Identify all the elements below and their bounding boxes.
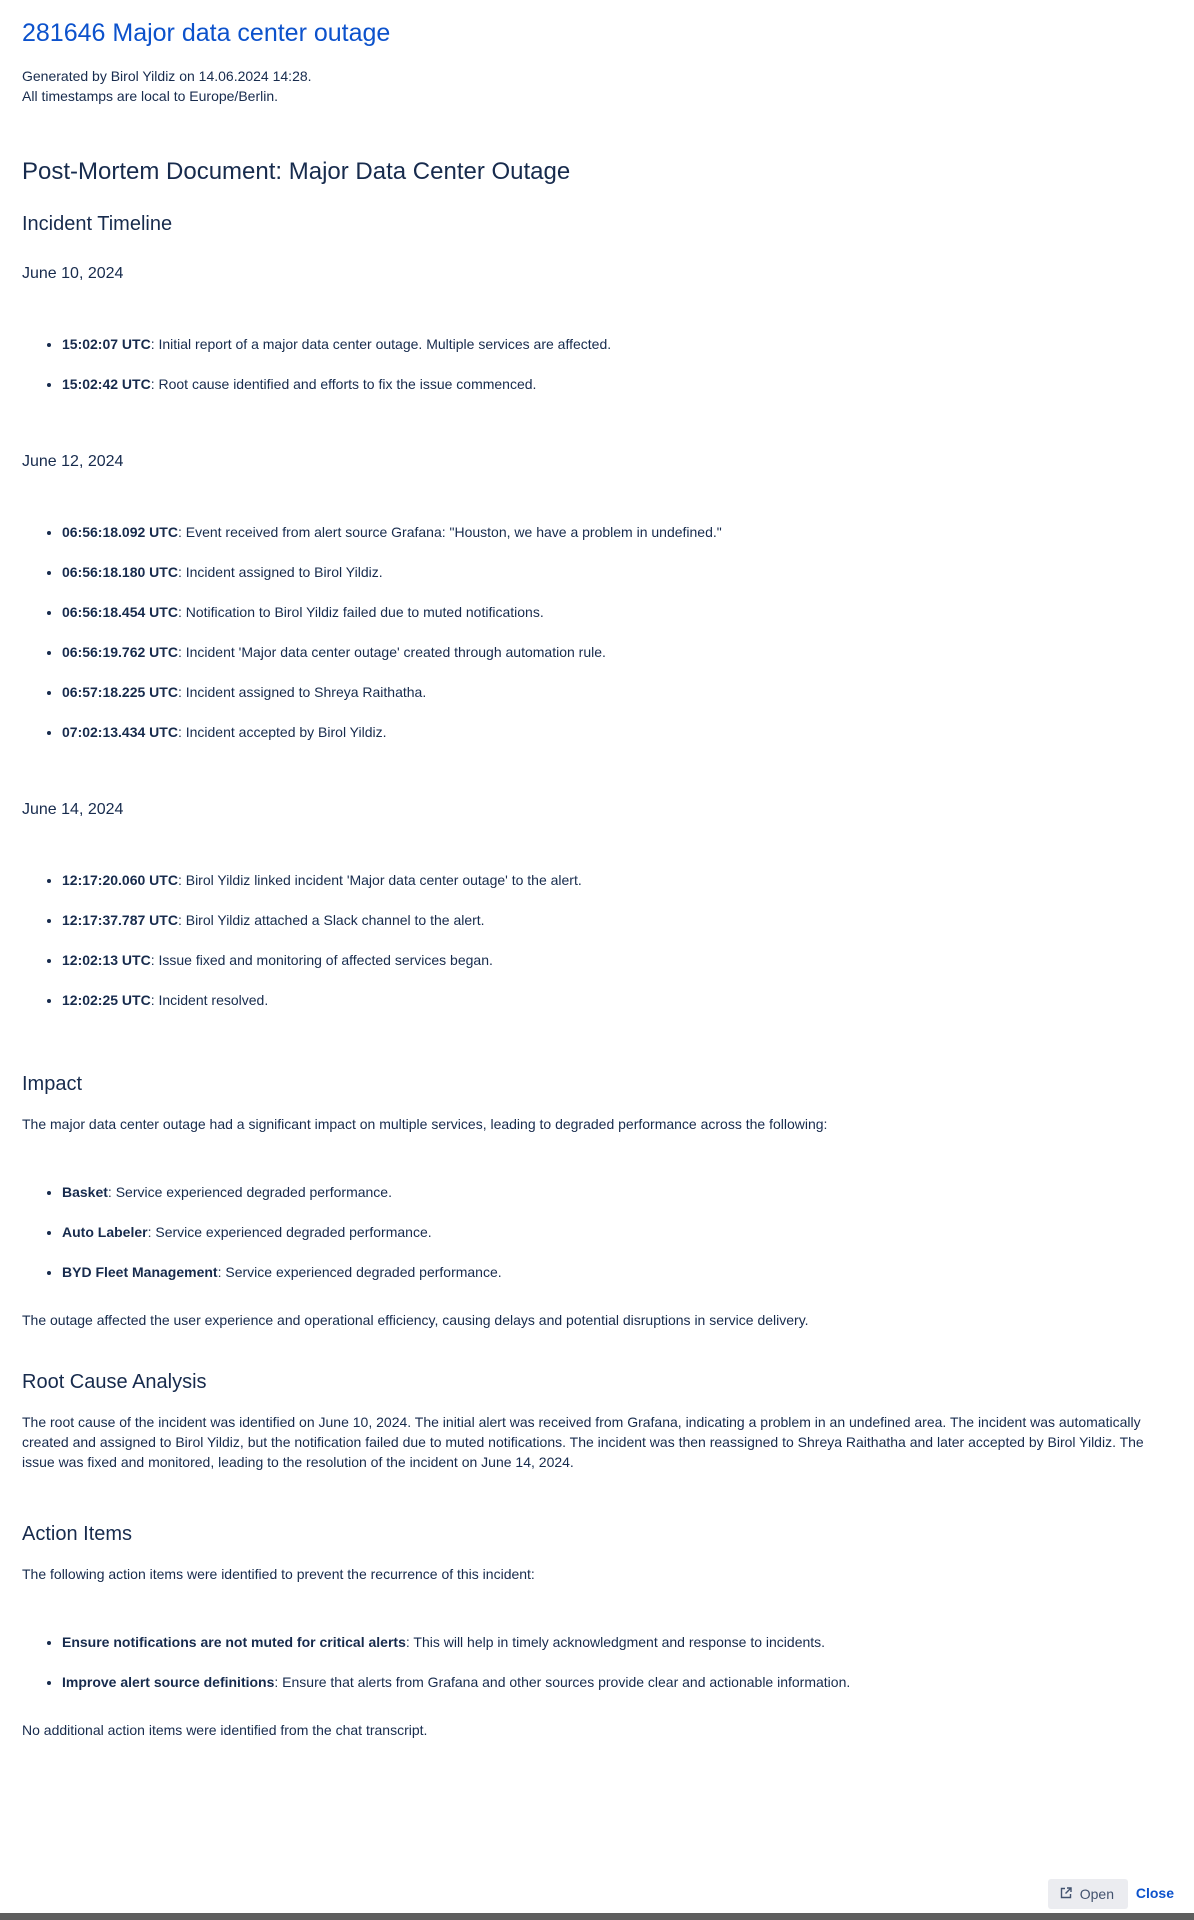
action-item-text: : This will help in timely acknowledgment and response to incidents. — [405, 1634, 826, 1650]
service-text: : Service experienced degraded performance. — [217, 1264, 502, 1280]
timeline-event — [62, 990, 1172, 1010]
timeline-event — [62, 722, 1172, 742]
timeline-event — [62, 642, 1172, 662]
timeline-list — [22, 870, 1172, 1010]
page-title: 281646 Major data center outage — [22, 19, 391, 47]
service-name: Basket — [62, 1184, 108, 1200]
event-text: : Incident accepted by Birol Yildiz. — [177, 724, 387, 740]
impacted-service — [62, 1222, 1172, 1242]
timeline-list — [22, 522, 1172, 742]
timeline-date: June 14, 2024 — [22, 801, 124, 818]
event-time: 06:56:18.454 UTC — [62, 604, 178, 620]
action-items-intro: The following action items were identified to prevent the recurrence of this incident: — [22, 1566, 535, 1582]
event-text: : Notification to Birol Yildiz failed due to muted notifications. — [177, 604, 544, 620]
event-text: : Incident assigned to Birol Yildiz. — [177, 564, 383, 580]
event-text: : Issue fixed and monitoring of affected services began. — [150, 952, 493, 968]
event-time: 07:02:13.434 UTC — [62, 724, 178, 740]
impacted-service — [62, 1262, 1172, 1282]
event-time: 15:02:07 UTC — [62, 336, 151, 352]
event-text: : Root cause identified and efforts to fix the issue commenced. — [150, 376, 537, 392]
event-time: 12:02:13 UTC — [62, 952, 151, 968]
event-time: 06:56:18.180 UTC — [62, 564, 178, 580]
action-items-outro: No additional action items were identified from the chat transcript. — [22, 1722, 428, 1738]
timeline-event — [62, 950, 1172, 970]
timeline-event — [62, 522, 1172, 542]
action-item — [62, 1672, 1172, 1692]
timeline-event — [62, 562, 1172, 582]
impact-outro: The outage affected the user experience and operational efficiency, causing delays and potential disruptions in service delivery. — [22, 1312, 809, 1328]
event-text: : Incident 'Major data center outage' created through automation rule. — [177, 644, 606, 660]
open-label: Open — [1079, 1886, 1114, 1902]
timeline-event — [62, 682, 1172, 702]
event-time: 06:57:18.225 UTC — [62, 684, 178, 700]
event-text: : Incident resolved. — [150, 992, 269, 1008]
service-text: : Service experienced degraded performance. — [107, 1184, 392, 1200]
impacted-service — [62, 1182, 1172, 1202]
action-items-list — [22, 1632, 1172, 1692]
action-items-heading: Action Items — [22, 1523, 133, 1545]
document-heading: Post-Mortem Document: Major Data Center Outage — [22, 158, 571, 185]
event-time: 12:02:25 UTC — [62, 992, 151, 1008]
event-time: 12:17:37.787 UTC — [62, 912, 178, 928]
impact-intro: The major data center outage had a significant impact on multiple services, leading to degraded performance across the following: — [22, 1116, 828, 1132]
close-button[interactable]: Close — [1135, 1885, 1174, 1901]
timeline-event — [62, 334, 1172, 354]
bottom-edge — [0, 1913, 1194, 1920]
timeline-date: June 12, 2024 — [22, 453, 124, 470]
timeline-event — [62, 910, 1172, 930]
event-time: 15:02:42 UTC — [62, 376, 151, 392]
impacted-services-list — [22, 1182, 1172, 1282]
rca-heading: Root Cause Analysis — [22, 1371, 207, 1393]
action-item-title: Ensure notifications are not muted for critical alerts — [62, 1634, 406, 1650]
service-text: : Service experienced degraded performance. — [147, 1224, 432, 1240]
generated-by: Generated by Birol Yildiz on 14.06.2024 14:28. — [22, 68, 312, 84]
timeline-event — [62, 870, 1172, 890]
timeline-list — [22, 334, 1172, 394]
service-name: Auto Labeler — [62, 1224, 148, 1240]
event-time: 12:17:20.060 UTC — [62, 872, 178, 888]
timezone-note: All timestamps are local to Europe/Berlin. — [22, 88, 278, 104]
service-name: BYD Fleet Management — [62, 1264, 218, 1280]
document-meta — [22, 66, 1172, 106]
event-text: : Incident assigned to Shreya Raithatha. — [177, 684, 427, 700]
rca-text: The root cause of the incident was identified on June 10, 2024. The initial alert was received from Grafana, indicating a problem in an undefined area. The incident was automatically created and assigned to Birol Yildiz, but the notification failed due to muted notifications. The incident was then reassigned to Shreya Raithatha and later accepted by Birol Yildiz. The issue was fixed and monitored, leading to the resolution of the incident on June 14, 2024. — [22, 1414, 1144, 1470]
event-text: : Birol Yildiz attached a Slack channel to the alert. — [177, 912, 485, 928]
event-time: 06:56:19.762 UTC — [62, 644, 178, 660]
timeline-date: June 10, 2024 — [22, 265, 124, 282]
event-text: : Event received from alert source Grafana: "Houston, we have a problem in undefined." — [177, 524, 722, 540]
impact-heading: Impact — [22, 1073, 83, 1095]
external-link-icon — [1060, 1886, 1072, 1902]
timeline-event — [62, 374, 1172, 394]
open-button[interactable] — [1048, 1879, 1128, 1909]
action-item-title: Improve alert source definitions — [62, 1674, 275, 1690]
action-item — [62, 1632, 1172, 1652]
event-text: : Initial report of a major data center outage. Multiple services are affected. — [150, 336, 612, 352]
event-text: : Birol Yildiz linked incident 'Major data center outage' to the alert. — [177, 872, 582, 888]
timeline-heading: Incident Timeline — [22, 213, 173, 235]
timeline-event — [62, 602, 1172, 622]
action-item-text: : Ensure that alerts from Grafana and other sources provide clear and actionable information. — [274, 1674, 851, 1690]
event-time: 06:56:18.092 UTC — [62, 524, 178, 540]
